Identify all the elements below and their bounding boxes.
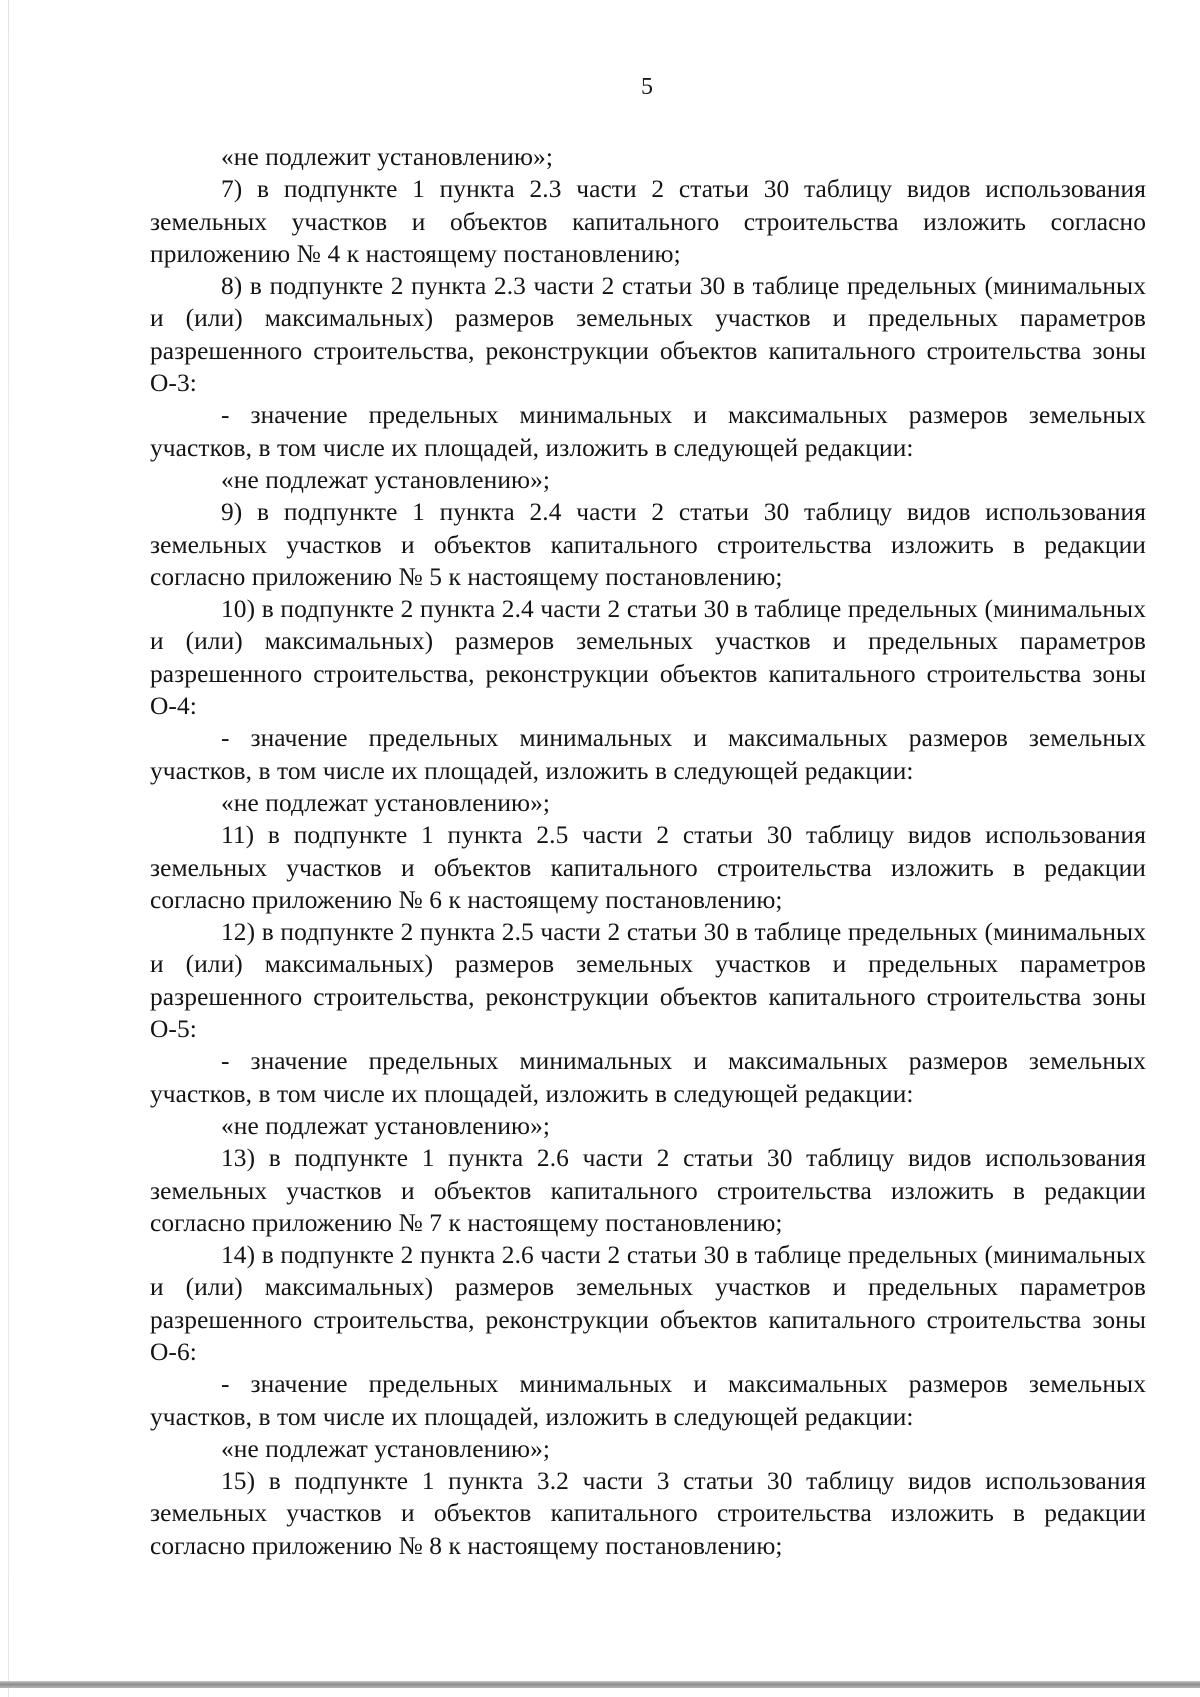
paragraph: - значение предельных минимальных и максимальных размеров земельных участков, в том числе их площадей, изложить в следующей редакции:: [150, 1047, 1146, 1108]
paragraph: 10) в подпункте 2 пункта 2.4 части 2 статьи 30 в таблице предельных (минимальных и (или) максимальных) размеров земельных участков и предельных параметров разрешенного строительства, реконструкции объектов капитального строительства зоны О-4:: [150, 595, 1146, 721]
paragraph: - значение предельных минимальных и максимальных размеров земельных участков, в том числе их площадей, изложить в следующей редакции:: [150, 724, 1146, 785]
paragraph: «не подлежит установлению»;: [221, 143, 553, 171]
paragraph: 15) в подпункте 1 пункта 3.2 части 3 статьи 30 таблицу видов использования земельных участков и объектов капитального строительства изложить в редакции согласно приложению № 8 к настоящему постановлению;: [150, 1467, 1146, 1560]
paragraph: «не подлежат установлению»;: [221, 1111, 551, 1140]
paragraph: 12) в подпункте 2 пункта 2.5 части 2 статьи 30 в таблице предельных (минимальных и (или) максимальных) размеров земельных участков и предельных параметров разрешенного строительства, реконструкции объектов капитального строительства зоны О-5:: [150, 918, 1146, 1044]
scan-edge-bottom: [0, 1681, 1200, 1688]
scan-edge-left: [8, 0, 9, 1697]
paragraph: «не подлежат установлению»;: [221, 465, 551, 494]
paragraph: - значение предельных минимальных и максимальных размеров земельных участков, в том числе их площадей, изложить в следующей редакции:: [150, 1370, 1146, 1431]
document-body: [150, 141, 1146, 1562]
paragraph: 7) в подпункте 1 пункта 2.3 части 2 статьи 30 таблицу видов использования земельных участков и объектов капитального строительства изложить согласно приложению № 4 к настоящему постановлению;: [150, 175, 1146, 268]
paragraph: 13) в подпункте 1 пункта 2.6 части 2 статьи 30 таблицу видов использования земельных участков и объектов капитального строительства изложить в редакции согласно приложению № 7 к настоящему постановлению;: [150, 1144, 1146, 1237]
paragraph: 14) в подпункте 2 пункта 2.6 части 2 статьи 30 в таблице предельных (минимальных и (или) максимальных) размеров земельных участков и предельных параметров разрешенного строительства, реконструкции объектов капитального строительства зоны О-6:: [150, 1241, 1146, 1366]
paragraph: «не подлежат установлению»;: [221, 788, 551, 817]
page-number: 5: [641, 74, 653, 100]
paragraph: 8) в подпункте 2 пункта 2.3 части 2 статьи 30 в таблице предельных (минимальных и (или) максимальных) размеров земельных участков и предельных параметров разрешенного строительства, реконструкции объектов капитального строительства зоны О-3:: [150, 272, 1146, 398]
paragraph: 9) в подпункте 1 пункта 2.4 части 2 статьи 30 таблицу видов использования земельных участков и объектов капитального строительства изложить в редакции согласно приложению № 5 к настоящему постановлению;: [150, 498, 1146, 591]
paragraph: - значение предельных минимальных и максимальных размеров земельных участков, в том числе их площадей, изложить в следующей редакции:: [150, 401, 1146, 462]
paragraph: 11) в подпункте 1 пункта 2.5 части 2 статьи 30 таблицу видов использования земельных участков и объектов капитального строительства изложить в редакции согласно приложению № 6 к настоящему постановлению;: [150, 821, 1146, 914]
paragraph: «не подлежат установлению»;: [221, 1434, 551, 1463]
